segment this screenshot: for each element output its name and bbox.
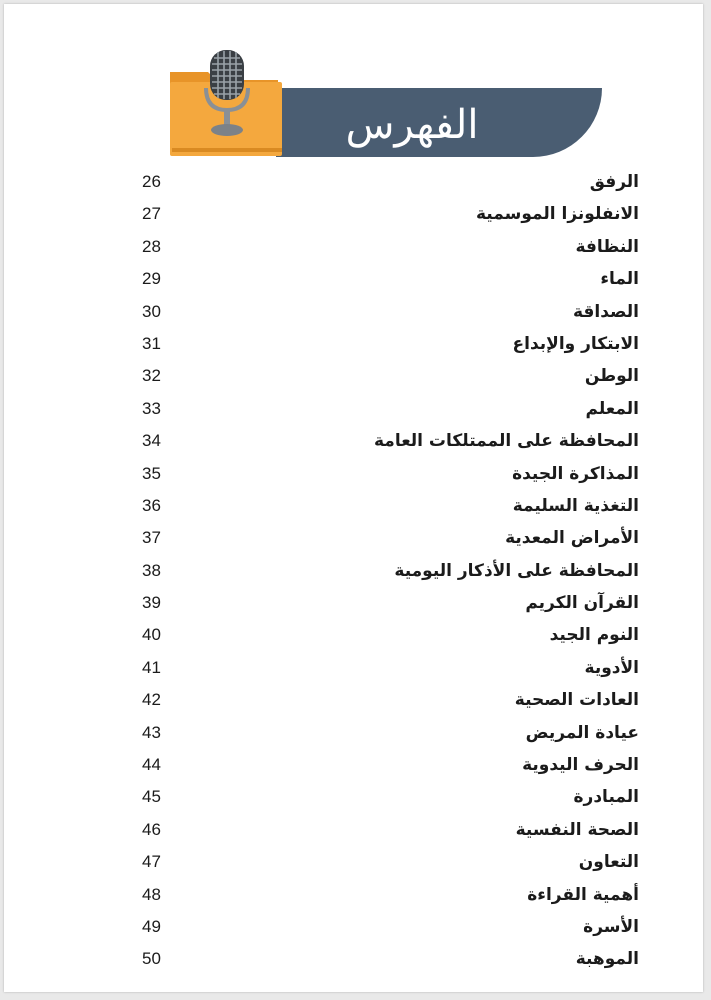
index-entry-page-number: 49 [142, 916, 161, 936]
index-entry-page-number: 47 [142, 852, 161, 872]
index-entry-page-number: 44 [142, 755, 161, 775]
index-entry [4, 911, 703, 943]
index-entry-title: الحرف اليدوية [522, 755, 639, 776]
index-entry-page-number: 27 [142, 204, 161, 224]
index-entry-page-number: 40 [142, 625, 161, 645]
index-entry [4, 587, 703, 619]
index-entry-title: الموهبة [575, 949, 639, 970]
index-entry [4, 231, 703, 263]
index-entry-title: العادات الصحية [514, 690, 639, 711]
index-entry [4, 263, 703, 295]
index-entry-page-number: 28 [142, 236, 161, 256]
index-entry-title: المبادرة [573, 787, 639, 808]
index-entry [4, 814, 703, 846]
index-entry-page-number: 31 [142, 333, 161, 353]
index-entry-page-number: 45 [142, 787, 161, 807]
index-entry [4, 360, 703, 392]
index-entry [4, 652, 703, 684]
document-page [4, 4, 703, 992]
index-entry-title: التعاون [578, 852, 639, 873]
index-entry-title: المذاكرة الجيدة [512, 463, 639, 484]
index-entry-title: أهمية القراءة [527, 884, 639, 905]
index-entry [4, 296, 703, 328]
index-entry-page-number: 48 [142, 884, 161, 904]
index-entry [4, 166, 703, 198]
index-entry-page-number: 32 [142, 366, 161, 386]
index-entry-page-number: 39 [142, 593, 161, 613]
index-entry [4, 619, 703, 651]
index-entry-title: الأدوية [584, 657, 639, 678]
index-entry-page-number: 29 [142, 269, 161, 289]
index-entry-page-number: 34 [142, 431, 161, 451]
index-entry-title: الابتكار والإبداع [512, 333, 639, 354]
index-entry-title: الأسرة [583, 916, 639, 937]
index-entry-title: القرآن الكريم [525, 593, 639, 614]
index-entry-title: الانفلونزا الموسمية [475, 204, 639, 225]
index-entry-page-number: 33 [142, 398, 161, 418]
index-entry-title: النوم الجيد [549, 625, 639, 646]
index-entry [4, 684, 703, 716]
index-entry [4, 943, 703, 975]
index-entry [4, 781, 703, 813]
index-entry [4, 458, 703, 490]
index-entry [4, 328, 703, 360]
index-entry-page-number: 37 [142, 528, 161, 548]
index-entry-title: الأمراض المعدية [505, 528, 639, 549]
index-entry-page-number: 50 [142, 949, 161, 969]
index-entry-page-number: 38 [142, 560, 161, 580]
index-entry [4, 393, 703, 425]
index-entry [4, 425, 703, 457]
index-entry-title: التغذية السليمة [512, 495, 639, 516]
index-entry-page-number: 42 [142, 690, 161, 710]
index-entry [4, 555, 703, 587]
index-entry-page-number: 26 [142, 172, 161, 191]
index-entry [4, 846, 703, 878]
index-entry-title: الصحة النفسية [515, 819, 639, 840]
index-entry-title: المحافظة على الأذكار اليومية [394, 560, 639, 581]
page-title: الفهرس [345, 102, 479, 148]
index-entry-page-number: 41 [142, 657, 161, 677]
index-entry-title: المعلم [585, 398, 639, 419]
index-entry-title: المحافظة على الممتلكات العامة [373, 431, 639, 452]
index-entry-page-number: 35 [142, 463, 161, 483]
index-entry [4, 879, 703, 911]
microphone-icon [200, 48, 254, 140]
index-entry [4, 522, 703, 554]
index-entry [4, 198, 703, 230]
index-entry-title: الوطن [584, 366, 639, 387]
index-entry-page-number: 43 [142, 722, 161, 742]
index-entry-page-number: 46 [142, 819, 161, 839]
index-entry-title: الماء [600, 269, 639, 290]
index-entry-page-number: 36 [142, 495, 161, 515]
index-entry [4, 717, 703, 749]
index-entry-title: الصداقة [572, 301, 639, 322]
index-entry-title: النظافة [575, 236, 639, 257]
index-entry [4, 490, 703, 522]
index-entry [4, 749, 703, 781]
index-list [4, 166, 703, 976]
index-entry-page-number: 30 [142, 301, 161, 321]
index-entry-title: الرفق [589, 172, 639, 192]
index-entry-title: عيادة المريض [525, 722, 639, 743]
